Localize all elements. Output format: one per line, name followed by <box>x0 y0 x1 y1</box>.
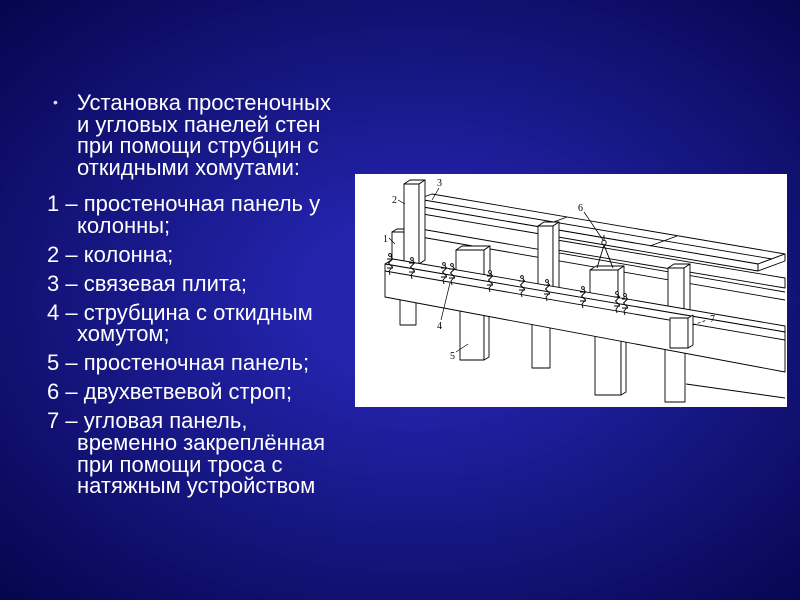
intro-line: и угловых панелей стен <box>77 111 321 137</box>
legend-line: 6 – двухветвевой строп; <box>47 379 293 405</box>
legend-item-1 <box>47 193 347 236</box>
intro-paragraph <box>47 92 347 179</box>
legend-line: натяжным устройством <box>77 473 316 499</box>
callout-7: 7 <box>710 314 715 325</box>
bullet-icon: • <box>53 94 58 110</box>
legend-line: при помощи троса с <box>77 451 283 477</box>
intro-line: при помощи струбцин с <box>77 133 319 159</box>
column-side <box>553 222 559 294</box>
legend-item-2 <box>47 241 347 267</box>
legend-line: 1 – простеночная панель у <box>47 191 321 217</box>
callout-2: 2 <box>392 195 397 206</box>
drawing-lines <box>383 178 785 402</box>
intro-line: откидными хомутами: <box>77 155 301 181</box>
lower-column <box>665 345 685 402</box>
legend-item-4 <box>47 299 347 347</box>
figure-panel <box>355 174 787 407</box>
callout-3: 3 <box>437 178 442 189</box>
legend-item-5 <box>47 352 347 374</box>
corner-panel-side <box>688 315 693 348</box>
callout-4: 4 <box>437 321 442 332</box>
installation-drawing <box>355 174 787 407</box>
legend-line: 4 – струбцина с откидным <box>47 299 313 325</box>
legend-item-7 <box>47 410 347 497</box>
base-edge <box>686 384 785 398</box>
legend-line: хомутом; <box>77 321 170 347</box>
legend-line: временно закреплённая <box>77 430 326 456</box>
corner-panel <box>670 315 693 348</box>
legend-text-block <box>47 92 347 497</box>
column-front <box>404 184 419 264</box>
callout-1: 1 <box>383 234 388 245</box>
legend-line: 2 – колонна; <box>47 241 174 267</box>
lower-wall-panel <box>595 333 621 395</box>
column-side <box>419 180 425 264</box>
intro-line: Установка простеночных <box>77 90 331 115</box>
column-1 <box>404 180 425 264</box>
legend-item-3 <box>47 270 347 296</box>
lower-wall-panel <box>460 308 484 360</box>
legend-line: 3 – связевая плита; <box>47 270 248 296</box>
legend-item-6 <box>47 381 347 403</box>
legend-line: колонны; <box>77 212 171 238</box>
callout-6: 6 <box>578 203 583 214</box>
corner-panel-front <box>670 318 688 348</box>
legend-line: 7 – угловая панель, <box>47 408 248 434</box>
legend-line: 5 – простеночная панель; <box>47 350 310 376</box>
callout-5: 5 <box>450 351 455 362</box>
